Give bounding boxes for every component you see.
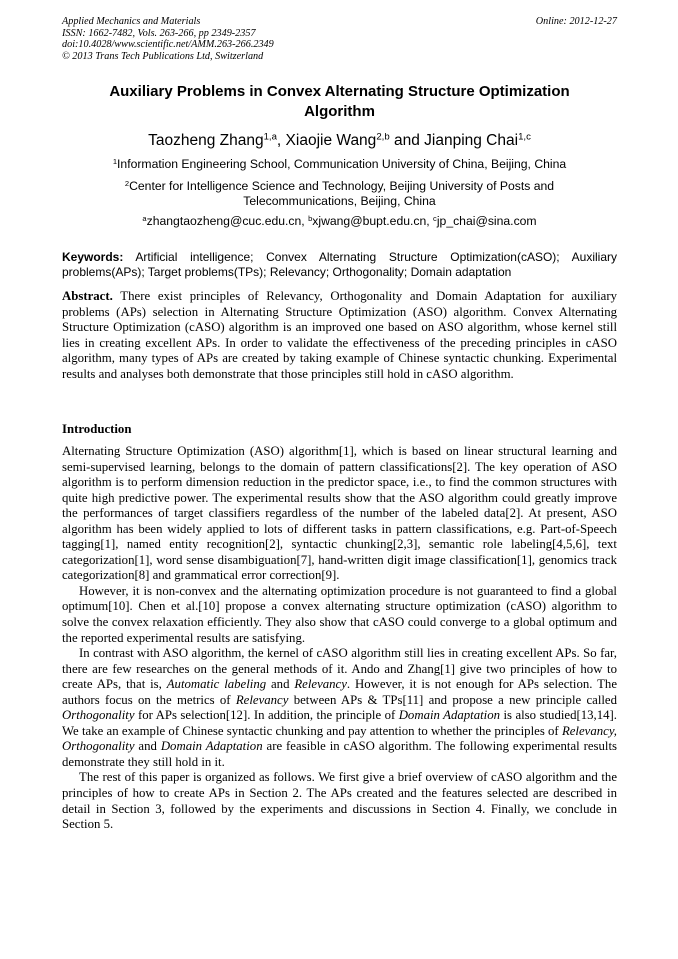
online-date: Online: 2012-12-27 (535, 16, 617, 27)
paragraph-2: However, it is non-convex and the alternating optimization procedure is not guaranteed to find a global optimum[10]. Chen et al.[10] propose a convex alternating structure optimization (cASO) algorithm to solve the convex relaxation efficiently. They also show that cASO could converge to a global optimum and the reported experimental results are satisfying. (62, 583, 617, 645)
affiliation-2 (62, 179, 617, 209)
affiliation-text-line-2: Telecommunications, Beijing, China (243, 194, 436, 208)
affiliation-text: Center for Intelligence Science and Technology, Beijing University of Posts and (129, 179, 555, 193)
emphasis: Domain Adaptation (160, 739, 263, 754)
author-emails (62, 214, 617, 229)
email-address: xjwang@bupt.edu.cn, (312, 214, 434, 228)
emphasis: Automatic labeling (166, 677, 267, 692)
author-name: Xiaojie Wang (285, 132, 377, 149)
section-heading-introduction: Introduction (62, 422, 132, 436)
journal-header (62, 16, 617, 62)
keywords-text: Artificial intelligence; Convex Alternating Structure Optimization(cASO); Auxiliary problems(APs); Target problems(TPs); Relevancy; Orthogonality; Domain adaptation (62, 250, 617, 279)
paragraph-3: In contrast with ASO algorithm, the kernel of cASO algorithm still lies in creating excellent APs. So far, there are few researches on the general methods of it. Ando and Zhang[1] give two principles of how to create APs, that is, Automatic labeling and Relevancy. However, it is not enough for APs selection. The authors focus on the metrics of Relevancy between APs & TPs[11] and propose a new principle called Orthogonality for APs selection[12]. In addition, the principle of Domain Adaptation is also studied[13,14]. We take an example of Chinese syntactic chunking and pay attention to whether the principles of Relevancy, Orthogonality and Domain Adaptation are feasible in cASO algorithm. The following experimental results demonstrate they still hold in it. (62, 646, 618, 769)
paper-title (62, 82, 617, 122)
author-separator: and (389, 132, 425, 149)
journal-name: Applied Mechanics and Materials (62, 16, 201, 27)
emphasis: Relevancy, Orthogonality (62, 723, 617, 754)
emphasis: Orthogonality (62, 708, 135, 723)
paragraph-1: Alternating Structure Optimization (ASO) algorithm[1], which is based on linear structural learning and semi-supervised learning, belongs to the domain of pattern classifications[2]. The key operation of ASO algorithm is to perform dimension reduction in the predictor space, i.e., to find the common structures with quite high predictive power. The experimental results show that the ASO algorithm could greatly improve the performances of target classifiers regardless of the number of the labeled data[2]. At present, ASO algorithm has been widely applied to lots of different tasks in pattern classifications, e.g. Part-of-Speech tagging[1], named entity recognition[2], syntactic chunking[2,3], semantic role labeling[4,5,6], text categorization[1], word sense disambiguation[7], hand-written digit image classification[1], genomics track categorization[8] and grammatical error correction[9]. (62, 444, 617, 583)
paragraph-4: The rest of this paper is organized as follows. We first give a brief overview of cASO algorithm and the principles of how to create APs in Section 2. The APs created and the features selected are described in detail in Section 3, followed by the experiments and discussions in Section 4. Finally, we conclude in Section 5. (62, 770, 617, 832)
email-sup: b (308, 213, 313, 223)
affiliation-sup: 1 (112, 156, 118, 166)
emphasis: Relevancy (235, 692, 289, 707)
author-sup: 1,c (518, 131, 531, 143)
email-sup: a (142, 213, 147, 223)
title-line-2: Algorithm (304, 103, 375, 120)
author-name: Jianping Chai (424, 132, 519, 149)
affiliation-text: Information Engineering School, Communication University of China, Beijing, China (117, 157, 567, 171)
issn-line: ISSN: 1662-7482, Vols. 263-266, pp 2349-2357 (62, 27, 256, 39)
affiliation-1 (62, 157, 617, 172)
email-address: zhangtaozheng@cuc.edu.cn, (146, 214, 309, 228)
author-list (62, 131, 617, 151)
copyright-line: © 2013 Trans Tech Publications Ltd, Switzerland (62, 50, 264, 62)
author-name: Taozheng Zhang (148, 132, 264, 149)
keywords-block (62, 250, 617, 280)
affiliation-sup: 2 (124, 178, 130, 188)
journal-info (62, 16, 617, 62)
abstract-block (62, 289, 617, 382)
emphasis: Domain Adaptation (398, 708, 501, 723)
introduction-body (62, 444, 617, 833)
abstract-label: Abstract. (62, 289, 113, 303)
author-sup: 2,b (376, 131, 390, 143)
author-separator: , (276, 132, 286, 149)
keywords-label: Keywords: (62, 250, 124, 264)
email-address: jp_chai@sina.com (436, 214, 537, 228)
title-line-1: Auxiliary Problems in Convex Alternating Structure Optimization (109, 83, 570, 100)
author-sup: 1,a (263, 131, 277, 143)
doi-line: doi:10.4028/www.scientific.net/AMM.263-266.2349 (62, 39, 274, 50)
email-sup: c (433, 213, 437, 223)
abstract-text: There exist principles of Relevancy, Orthogonality and Domain Adaptation for auxiliary problems (APs) selection in Alternating Structure Optimization (ASO) algorithm. Convex Alternating Structure Optimization (cASO) algorithm is an improved one based on ASO algorithm, whose kernel still lies in creating excellent APs. In order to validate the effectiveness of the preceding principles in cASO algorithm, many types of APs are created by taking example of Chinese syntactic chunking. Experimental results and analyses both demonstrate that those principles still hold in cASO algorithm. (62, 289, 617, 381)
emphasis: Relevancy (294, 677, 347, 692)
